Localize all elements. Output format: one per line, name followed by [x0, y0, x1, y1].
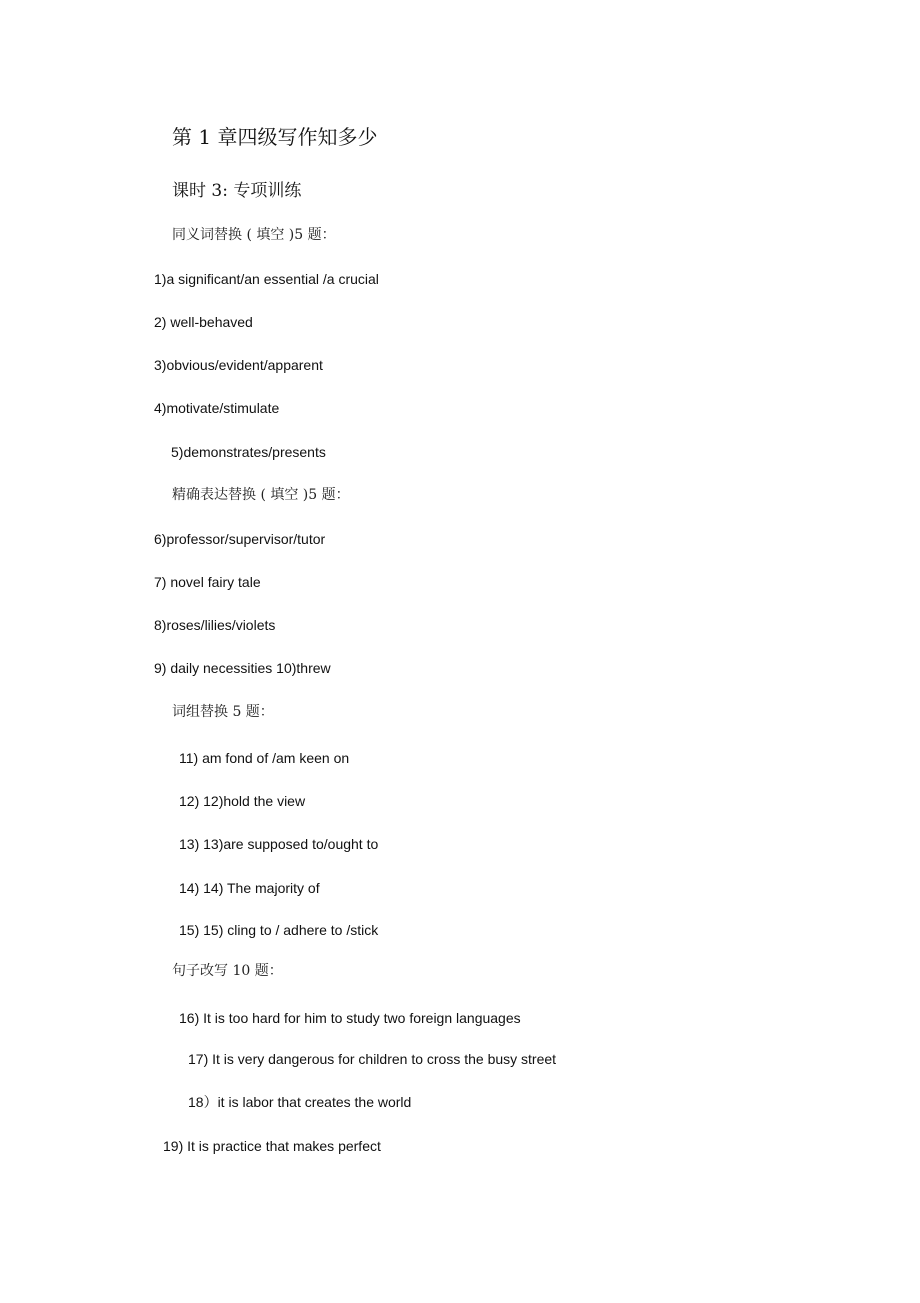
- answer-item: 1)a significant/an essential /a crucial: [154, 271, 379, 287]
- answer-item: 17) It is very dangerous for children to cross the busy street: [188, 1051, 557, 1067]
- answer-item: 11) am fond of /am keen on: [179, 750, 350, 766]
- section-heading-phrases: 词组替换 5 题：: [172, 704, 274, 720]
- section-heading-precise-expressions: 精确表达替换 ( 填空 )5 题：: [172, 487, 350, 503]
- section-heading-synonyms: 同义词替换 ( 填空 )5 题：: [172, 227, 336, 243]
- answer-item: 9) daily necessities 10)threw: [154, 660, 331, 676]
- answer-item: 15) 15) cling to / adhere to /stick: [179, 922, 379, 938]
- answer-item: 18）it is labor that creates the world: [188, 1094, 412, 1110]
- answer-item: 5)demonstrates/presents: [171, 444, 326, 460]
- answer-item: 3)obvious/evident/apparent: [154, 357, 323, 373]
- answer-item: 12) 12)hold the view: [179, 793, 306, 809]
- section-heading-sentence-rewrite: 句子改写 10 题：: [172, 963, 283, 979]
- answer-item: 6)professor/supervisor/tutor: [154, 531, 326, 547]
- lesson-subtitle: 课时 3: 专项训练: [172, 181, 302, 201]
- answer-item: 16) It is too hard for him to study two foreign languages: [179, 1010, 521, 1026]
- answer-item: 14) 14) The majority of: [179, 880, 320, 896]
- answer-item: 4)motivate/stimulate: [154, 400, 280, 416]
- answer-item: 8)roses/lilies/violets: [154, 617, 276, 633]
- answer-item: 13) 13)are supposed to/ought to: [179, 836, 379, 852]
- answer-item: 7) novel fairy tale: [154, 574, 261, 590]
- answer-item: 19) It is practice that makes perfect: [163, 1138, 381, 1154]
- chapter-title: 第 1 章四级写作知多少: [172, 125, 378, 149]
- answer-item: 2) well-behaved: [154, 314, 253, 330]
